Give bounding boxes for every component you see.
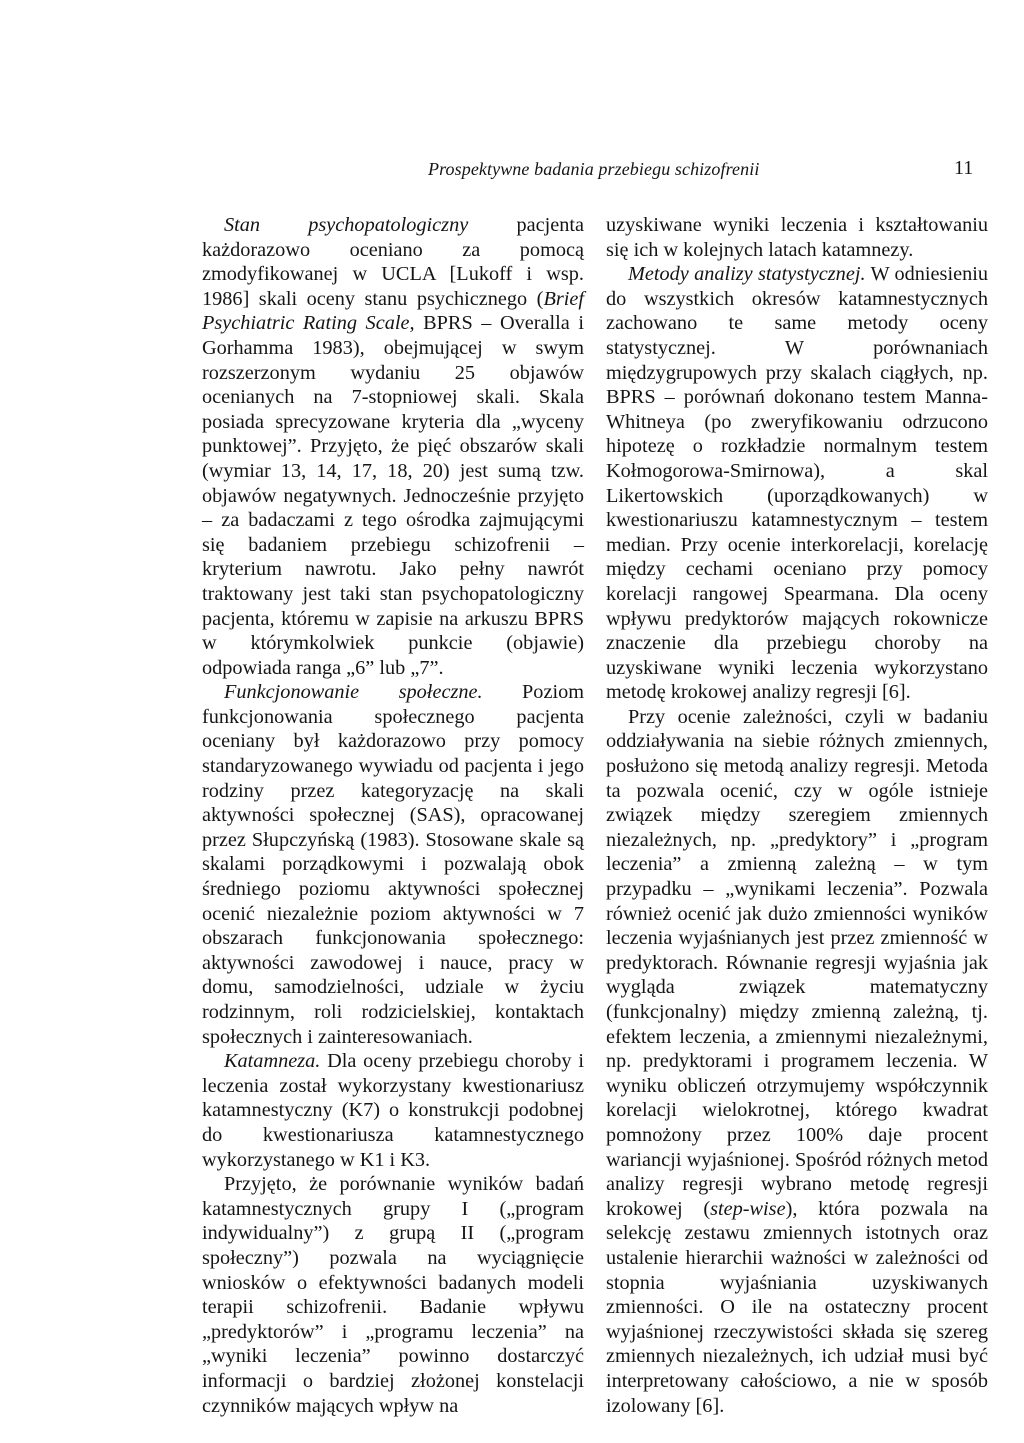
paragraph-emphasis: step-wise [710, 1197, 786, 1220]
running-title: Prospektywne badania przebiegu schizofrenii [428, 159, 760, 179]
paragraph-social-functioning [202, 680, 584, 1049]
paragraph-comparison [202, 1172, 584, 1418]
paragraph-text: Poziom funkcjonowania społecznego pacjenta oceniany był każdorazowo przy pomocy standaryzowanego wywiadu od pacjenta i jego rodziny przez kategoryzację na skali aktywności społecznej (SAS), opracowanej przez Słupczyńską (1983). Stosowane skale są skalami porządkowymi i pozwalają obok średniego poziomu aktywności społecznej ocenić niezależnie poziom aktywności w 7 obszarach funkcjonowania społecznego: aktywności zawodowej i nauce, pracy w domu, samodzielności, udziale w życiu rodzinnym, roli rodzicielskiej, kontaktach społecznych i zainteresowaniach. [202, 681, 584, 1048]
paragraph-text-continued: BPRS – Overalla i Gorhamma 1983), obejmującej w swym rozszerzonym wydaniu 25 objawów ocenianych na 7-stopniowej skali. Skala posiada sprecyzowane kryteria dla „wyceny punktowej”. Przyjęto, że pięć obszarów skali (wymiar 13, 14, 17, 18, 20) jest sumą tzw. objawów negatywnych. Jednocześnie przyjęto – za badaczami z tego ośrodka zajmującymi się badaniem przebiegu schizofrenii – kryterium nawrotu. Jako pełny nawrót traktowany jest taki stan psychopatologiczny pacjenta, któremu w zapisie na arkuszu BPRS w którymkolwiek punkcie (objawie) odpowiada ranga „6” lub „7”. [202, 312, 584, 679]
left-column [202, 213, 584, 1418]
paragraph-lead: Katamneza. [224, 1050, 321, 1073]
paragraph-regression [606, 705, 988, 1418]
paragraph-text-continued: ), która pozwala na selekcję zestawu zmiennych istotnych oraz ustalenie hierarchii ważności w zależności od stopnia wyjaśniania uzyskiwanych zmienności. O ile na ostateczny procent wyjaśnionej rzeczywistości składa się szereg zmiennych niezależnych, ich udział musi być interpretowany całościowo, a nie w sposób izolowany [6]. [606, 1197, 988, 1417]
page-number: 11 [954, 157, 974, 179]
paragraph-catamnesis [202, 1049, 584, 1172]
paragraph-lead: Funkcjonowanie społeczne. [224, 681, 483, 704]
paragraph-text: uzyskiwane wyniki leczenia i kształtowaniu się ich w kolejnych latach katamnezy. [606, 214, 988, 261]
paragraph-text: Przy ocenie zależności, czyli w badaniu oddziaływania na siebie różnych zmiennych, posłużono się metodą analizy regresji. Metoda ta pozwala ocenić, czy w ogóle istnieje związek między szeregiem zmiennych niezależnych, np. „predyktory” i „program leczenia” a zmienną zależną – w tym przypadku – „wynikami leczenia”. Pozwala również ocenić jak dużo zmienności wyników leczenia wyjaśnianych jest przez zmienność w predyktorach. Równanie regresji wyjaśnia jak wygląda związek matematyczny (funkcjonalny) między zmienną zależną, tj. efektem leczenia, a zmiennymi niezależnymi, np. predyktorami i programem leczenia. W wyniku obliczeń otrzymujemy współczynnik korelacji wielokrotnej, którego kwadrat pomnożony przez 100% daje procent wariancji wyjaśnionej. Spośród różnych metod analizy regresji wybrano metodę regresji krokowej ( [606, 705, 988, 1220]
paragraph-text: pacjenta każdorazowo oceniano za pomocą zmodyfikowanej w UCLA [Lukoff i wsp. 1986] skali oceny stanu psychicznego ( [202, 214, 584, 310]
paragraph-emphasis: Brief Psychiatric Rating Scale, [202, 287, 584, 335]
paragraph-statistical-methods [606, 262, 988, 705]
right-column [606, 213, 988, 1418]
paragraph-text: Przyjęto, że porównanie wyników badań katamnestycznych grupy I („program indywidualny”) z grupą II („program społeczny”) pozwala na wyciągnięcie wniosków o efektywności badanych modeli terapii schizofrenii. Badanie wpływu „predyktorów” i „programu leczenia” na „wyniki leczenia” powinno dostarczyć informacji o bardziej złożonej konstelacji czynników mających wpływ na [202, 1173, 584, 1417]
paragraph-continuation [606, 213, 988, 262]
paragraph-lead: Stan psychopatologiczny [224, 214, 469, 236]
paragraph-text: Dla oceny przebiegu choroby i leczenia został wykorzystany kwestionariusz katamnestyczny (K7) o konstrukcji podobnej do kwestionariusza katamnestycznego wykorzystanego w K1 i K3. [202, 1050, 584, 1171]
paragraph-psychopathology [202, 213, 584, 680]
paragraph-text: W odniesieniu do wszystkich okresów katamnestycznych zachowano te same metody oceny statystycznej. W porównaniach międzygrupowych przy skalach ciągłych, np. BPRS – porównań dokonano testem Manna-Whitneya (po zweryfikowaniu odrzucono hipotezę o rozkładzie normalnym testem Kołmogorowa-Smirnowa), a skal Likertowskich (uporządkowanych) w kwestionariuszu katamnestycznym – testem median. Przy ocenie interkorelacji, korelację między cechami oceniano przy pomocy korelacji rangowej Spearmana. Dla oceny wpływu predyktorów mających rokownicze znaczenie dla przebiegu choroby na uzyskiwane wyniki leczenia wykorzystano metodę krokowej analizy regresji [6]. [606, 263, 988, 704]
paragraph-lead: Metody analizy statystycznej. [628, 263, 866, 286]
